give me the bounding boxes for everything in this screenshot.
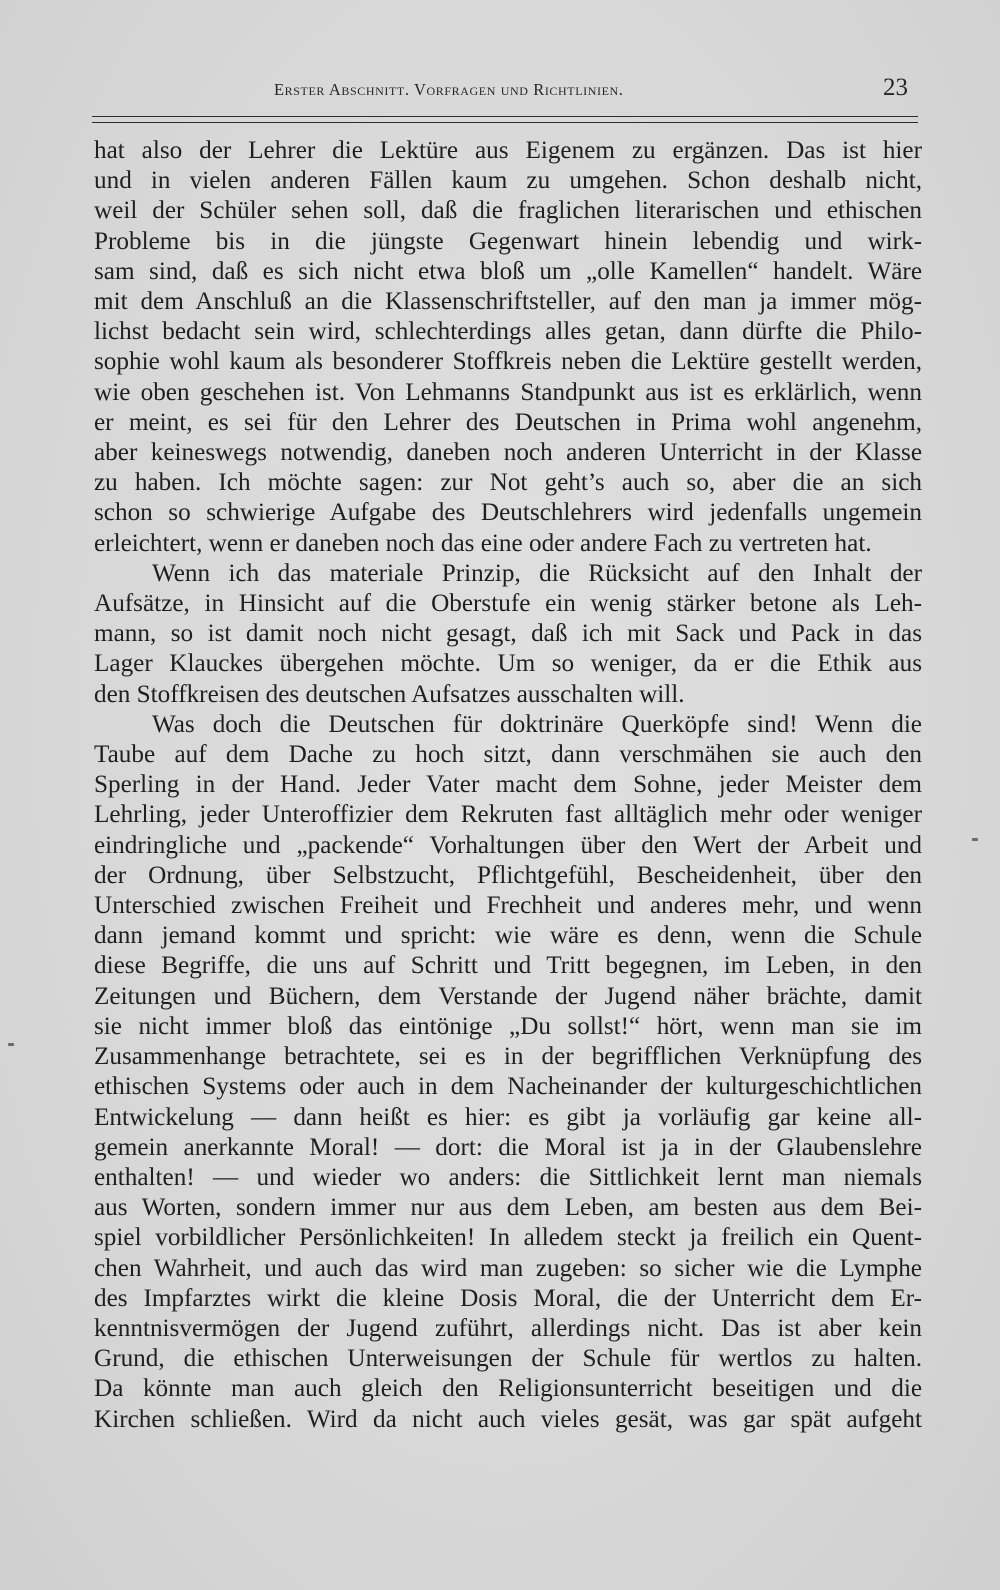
- text-line: zu haben. Ich möchte sagen: zur Not geht’s auch so, aber die an sich: [94, 469, 922, 497]
- text-line: aus Worten, sondern immer nur aus dem Leben, am besten aus dem Bei-: [94, 1194, 922, 1222]
- text-line: lichst bedacht sein wird, schlechterdings alles getan, dann dürfte die Philo-: [94, 318, 922, 346]
- running-head: [92, 74, 918, 110]
- text-line: sophie wohl kaum als besonderer Stoffkreis neben die Lektüre gestellt werden,: [94, 348, 922, 376]
- text-line: chen Wahrheit, und auch das wird man zugeben: so sicher wie die Lymphe: [94, 1254, 922, 1282]
- text-line: Aufsätze, in Hinsicht auf die Oberstufe ein wenig stärker betone als Leh-: [94, 590, 922, 618]
- text-line: Kirchen schließen. Wird da nicht auch vieles gesät, was gar spät aufgeht: [94, 1405, 922, 1433]
- text-line: gemein anerkannte Moral! — dort: die Moral ist ja in der Glaubenslehre: [94, 1133, 922, 1161]
- margin-speck: [972, 838, 978, 841]
- text-line: Unterschied zwischen Freiheit und Frechheit und anderes mehr, und wenn: [94, 892, 922, 920]
- body-text: [94, 136, 922, 1435]
- text-line: er meint, es sei für den Lehrer des Deutschen in Prima wohl angenehm,: [94, 408, 922, 436]
- text-line: aber keineswegs notwendig, daneben noch anderen Unterricht in der Klasse: [94, 439, 922, 467]
- text-line: Grund, die ethischen Unterweisungen der Schule für wertlos zu halten.: [94, 1345, 922, 1373]
- text-line: Sperling in der Hand. Jeder Vater macht dem Sohne, jeder Meister dem: [94, 771, 922, 799]
- text-line: spiel vorbildlicher Persönlichkeiten! In alledem steckt ja freilich ein Quent-: [94, 1224, 922, 1252]
- text-line: hat also der Lehrer die Lektüre aus Eigenem zu ergänzen. Das ist hier: [94, 137, 922, 164]
- text-line: schon so schwierige Aufgabe des Deutschlehrers wird jedenfalls ungemein: [94, 499, 922, 527]
- page-number: 23: [883, 74, 908, 101]
- text-line: ethischen Systems oder auch in dem Nacheinander der kulturgeschichtlichen: [94, 1073, 922, 1101]
- text-line: der Ordnung, über Selbstzucht, Pflichtgefühl, Bescheidenheit, über den: [94, 861, 922, 889]
- text-line: Lehrling, jeder Unteroffizier dem Rekruten fast alltäglich mehr oder weniger: [94, 801, 922, 829]
- text-line: sam sind, daß es sich nicht etwa bloß um „olle Kamellen“ handelt. Wäre: [94, 257, 922, 285]
- text-line: Zeitungen und Büchern, dem Verstande der Jugend näher brächte, damit: [94, 982, 922, 1010]
- chapter-heading: Erster Abschnitt. Vorfragen und Richtlinien.: [274, 80, 624, 99]
- header-double-rule: [92, 116, 918, 123]
- text-line: und in vielen anderen Fällen kaum zu umgehen. Schon deshalb nicht,: [94, 167, 922, 195]
- margin-speck: [8, 1043, 14, 1046]
- text-line: Taube auf dem Dache zu hoch sitzt, dann verschmähen sie auch den: [94, 741, 922, 769]
- text-line: Lager Klauckes übergehen möchte. Um so weniger, da er die Ethik aus: [94, 650, 922, 678]
- text-line: dann jemand kommt und spricht: wie wäre es denn, wenn die Schule: [94, 922, 922, 950]
- text-line: Probleme bis in die jüngste Gegenwart hinein lebendig und wirk-: [94, 227, 922, 255]
- text-line: kenntnisvermögen der Jugend zuführt, allerdings nicht. Das ist aber kein: [94, 1314, 922, 1342]
- text-line: mann, so ist damit noch nicht gesagt, daß ich mit Sack und Pack in das: [94, 620, 922, 648]
- text-line: weil der Schüler sehen soll, daß die fraglichen literarischen und ethischen: [94, 197, 922, 225]
- text-line: sie nicht immer bloß das eintönige „Du sollst!“ hört, wenn man sie im: [94, 1012, 922, 1040]
- text-line: erleichtert, wenn er daneben noch das eine oder andere Fach zu vertreten hat.: [94, 529, 872, 557]
- text-line: mit dem Anschluß an die Klassenschriftsteller, auf den man ja immer mög-: [94, 288, 922, 316]
- text-line: Entwickelung — dann heißt es hier: es gibt ja vorläufig gar keine all-: [94, 1103, 922, 1131]
- text-line: eindringliche und „packende“ Vorhaltungen über den Wert der Arbeit und: [94, 831, 922, 859]
- paragraph-first-line: Wenn ich das materiale Prinzip, die Rücksicht auf den Inhalt der: [152, 559, 922, 587]
- text-line: Zusammenhange betrachtete, sei es in der begrifflichen Verknüpfung des: [94, 1043, 922, 1071]
- text-line: wie oben geschehen ist. Von Lehmanns Standpunkt aus ist es erklärlich, wenn: [94, 378, 922, 406]
- text-line: diese Begriffe, die uns auf Schritt und Tritt begegnen, im Leben, in den: [94, 952, 922, 980]
- paragraph-first-line: Was doch die Deutschen für doktrinäre Querköpfe sind! Wenn die: [152, 710, 922, 738]
- text-line: des Impfarztes wirkt die kleine Dosis Moral, die der Unterricht dem Er-: [94, 1284, 922, 1312]
- text-line: enthalten! — und wieder wo anders: die Sittlichkeit lernt man niemals: [94, 1163, 922, 1191]
- text-line: den Stoffkreisen des deutschen Aufsatzes ausschalten will.: [94, 680, 685, 708]
- text-line: Da könnte man auch gleich den Religionsunterricht beseitigen und die: [94, 1375, 922, 1403]
